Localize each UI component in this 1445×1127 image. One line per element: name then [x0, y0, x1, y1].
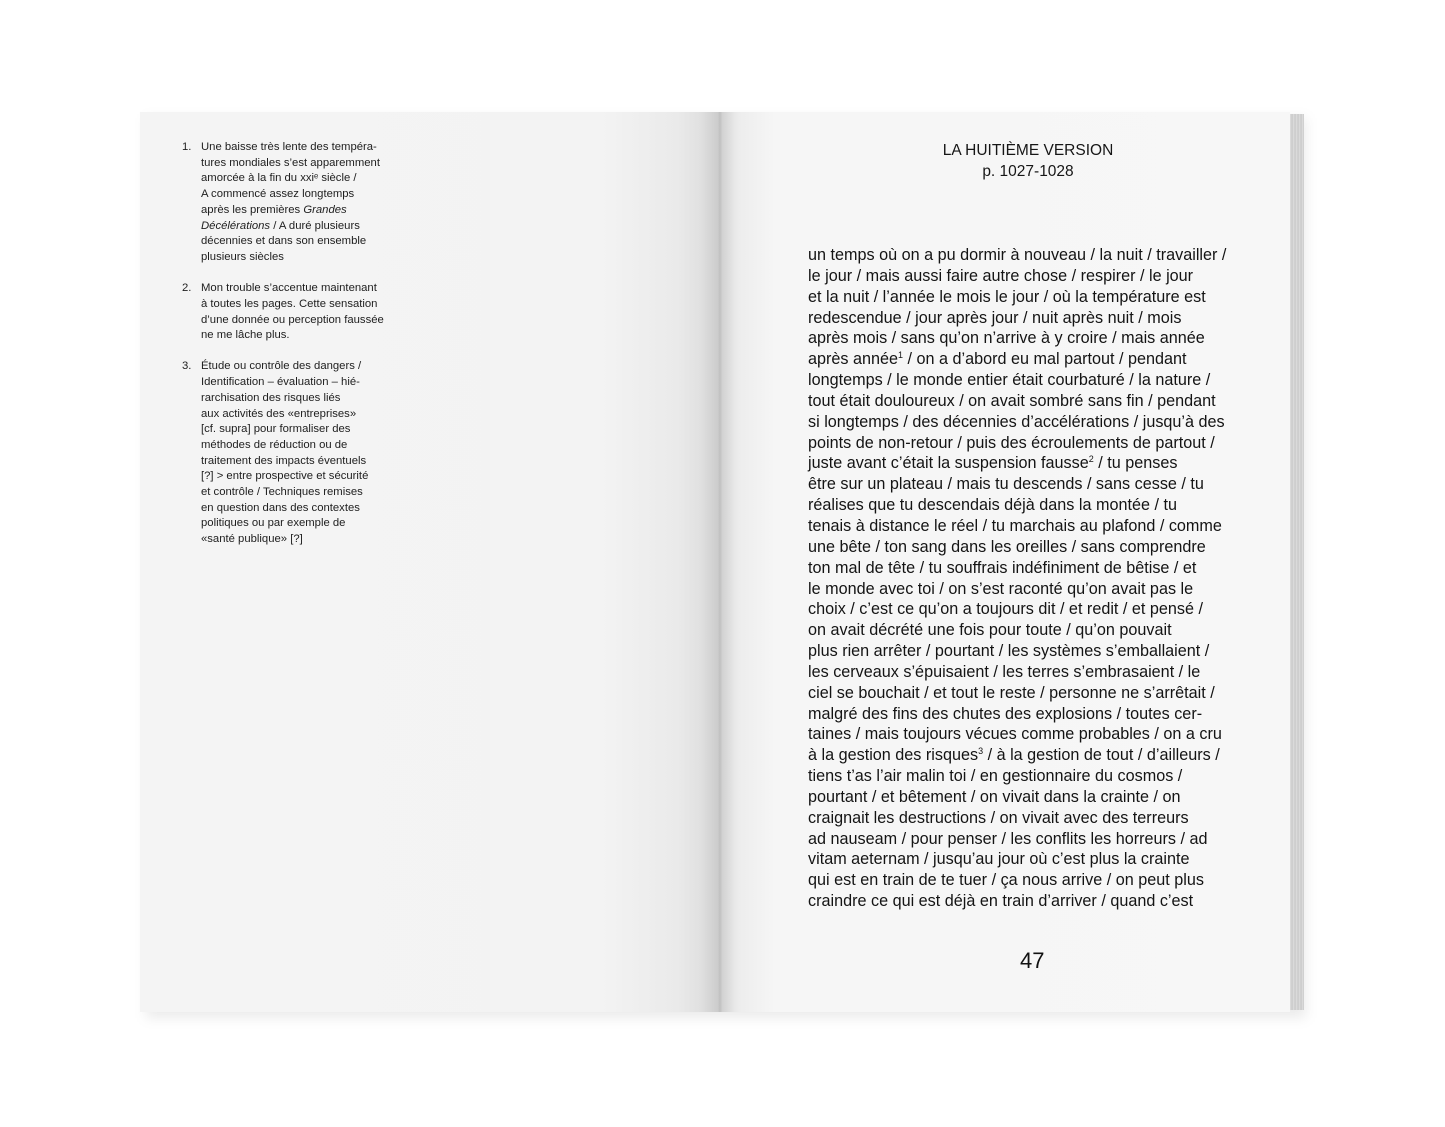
- body-line: plus rien arrêter / pourtant / les systèmes s’emballaient /: [808, 642, 1210, 661]
- footnote-line: Décélérations / A duré plusieurs: [201, 219, 360, 232]
- body-line: qui est en train de te tuer / ça nous arrive / on peut plus: [808, 871, 1204, 890]
- footnote-line: «santé publique» [?]: [201, 533, 303, 546]
- body-line: craindre ce qui est déjà en train d’arriver / quand c’est: [808, 892, 1194, 911]
- footnote-line: Mon trouble s’accentue maintenant: [201, 282, 377, 295]
- footnote-line: en question dans des contextes: [201, 501, 360, 514]
- footnote-number: 1.: [182, 141, 192, 153]
- footnote-line: Identification – évaluation – hié-: [201, 376, 360, 389]
- body-line: le jour / mais aussi faire autre chose / respirer / le jour: [808, 266, 1194, 285]
- footnote-number: 3.: [182, 360, 192, 373]
- body-line: si longtemps / des décennies d’accélérations / jusqu’à des: [808, 412, 1225, 431]
- body-line: points de non-retour / puis des écroulements de partout /: [808, 433, 1215, 452]
- footnote-line: rarchisation des risques liés: [201, 391, 341, 404]
- footnotes: [182, 140, 422, 563]
- body-line: redescendue / jour après jour / nuit après nuit / mois: [808, 308, 1182, 327]
- chapter-page-reference: p. 1027-1028: [982, 163, 1074, 180]
- body-line: ad nauseam / pour penser / les conflits les horreurs / ad: [808, 829, 1208, 848]
- body-line: longtemps / le monde entier était courbaturé / la nature /: [808, 371, 1211, 390]
- footnote-line: amorcée à la fin du xxiᵉ siècle /: [201, 172, 357, 185]
- footnote-text: [201, 281, 422, 344]
- book-gutter: [700, 112, 740, 1012]
- footnote-line: à toutes les pages. Cette sensation: [201, 297, 378, 310]
- footnote-line: [cf. supra] pour formaliser des: [201, 423, 351, 436]
- footnote-line: Une baisse très lente des tempéra-: [201, 141, 377, 153]
- footnote-line: traitement des impacts éventuels: [201, 454, 367, 467]
- body-line: juste avant c’était la suspension fausse$^2$ / tu penses: [808, 454, 1178, 473]
- body-line: malgré des fins des chutes des explosions / toutes cer-: [808, 704, 1203, 723]
- chapter-title: LA HUITIÈME VERSION: [942, 142, 1114, 159]
- footnote-line: après les premières Grandes: [201, 203, 347, 216]
- footnote-line: ne me lâche plus.: [201, 329, 290, 342]
- footnote-line: A commencé assez longtemps: [201, 188, 355, 201]
- body-text: [808, 245, 1278, 912]
- body-line: être sur un plateau / mais tu descends / sans cesse / tu: [808, 475, 1204, 494]
- footnote-text: [201, 359, 422, 547]
- body-line: à la gestion des risques$^3$ / à la gestion de tout / d’ailleurs /: [808, 746, 1220, 765]
- body-line: les cerveaux s’épuisaient / les terres s’embrasaient / le: [808, 662, 1201, 681]
- footnote-line: aux activités des «entreprises»: [201, 407, 357, 420]
- body-line: pourtant / et bêtement / on vivait dans la crainte / on: [808, 787, 1181, 806]
- right-page: [718, 112, 1290, 1012]
- body-line: une bête / ton sang dans les oreilles / sans comprendre: [808, 537, 1206, 556]
- page-edges: [1290, 114, 1304, 1010]
- footnote: [182, 140, 422, 266]
- body-line: taines / mais toujours vécues comme probables / on a cru: [808, 725, 1222, 744]
- footnote-line: et contrôle / Techniques remises: [201, 486, 363, 499]
- body-line: après mois / sans qu’on n’arrive à y croire / mais année: [808, 329, 1205, 348]
- footnote: [182, 359, 422, 547]
- footnote-line: décennies et dans son ensemble: [201, 235, 367, 248]
- body-line: ciel se bouchait / et tout le reste / personne ne s’arrêtait /: [808, 683, 1215, 702]
- footnote-line: méthodes de réduction ou de: [201, 438, 348, 451]
- body-line: tout était douloureux / on avait sombré sans fin / pendant: [808, 391, 1216, 410]
- body-line: tenais à distance le réel / tu marchais au plafond / comme: [808, 516, 1222, 535]
- body-line: après année$^1$ / on a d’abord eu mal partout / pendant: [808, 350, 1187, 369]
- footnote-line: d’une donnée ou perception faussée: [201, 313, 384, 326]
- page-number: 47: [1020, 948, 1045, 973]
- footnote-line: plusieurs siècles: [201, 250, 284, 263]
- body-line: ton mal de tête / tu souffrais indéfiniment de bêtise / et: [808, 558, 1197, 577]
- footnote-number: 2.: [182, 282, 192, 295]
- body-line: le monde avec toi / on s’est raconté qu’on avait pas le: [808, 579, 1194, 598]
- body-line: réalises que tu descendais déjà dans la montée / tu: [808, 496, 1177, 515]
- body-line: vitam aeternam / jusqu’au jour où c’est plus la crainte: [808, 850, 1190, 869]
- body-line: on avait décrété une fois pour toute / qu’on pouvait: [808, 621, 1172, 640]
- footnote-text: [201, 140, 422, 266]
- footnote-line: [?] > entre prospective et sécurité: [201, 470, 369, 483]
- footnote-line: politiques ou par exemple de: [201, 517, 346, 530]
- body-line: et la nuit / l’année le mois le jour / où la température est: [808, 287, 1206, 306]
- body-line: un temps où on a pu dormir à nouveau / la nuit / travailler /: [808, 246, 1227, 264]
- open-book: [140, 112, 1304, 1012]
- footnote-line: tures mondiales s’est apparemment: [201, 156, 380, 169]
- footnote-line: Étude ou contrôle des dangers /: [201, 360, 362, 373]
- footnote: [182, 281, 422, 344]
- body-line: craignait les destructions / on vivait avec des terreurs: [808, 808, 1189, 827]
- left-page: [140, 112, 718, 1012]
- body-line: choix / c’est ce qu’on a toujours dit / et redit / et pensé /: [808, 600, 1204, 619]
- body-line: tiens t’as l’air malin toi / en gestionnaire du cosmos /: [808, 767, 1183, 786]
